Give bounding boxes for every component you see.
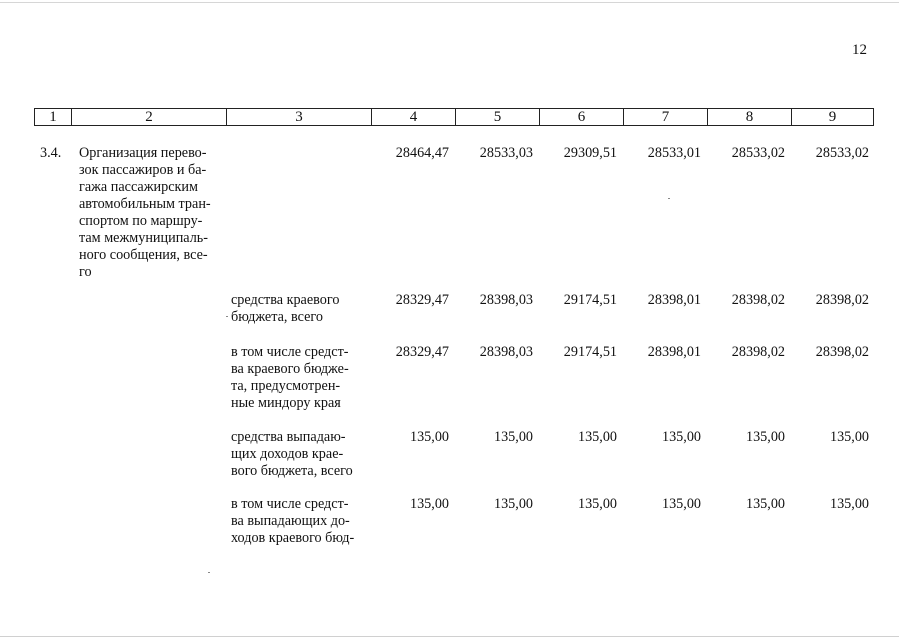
sub-row-description-line: щих доходов крае- (231, 446, 344, 462)
sub-row-description (231, 292, 364, 326)
row-description-line: гажа пассажирским (79, 179, 198, 195)
sub-row-description-line: ные миндору края (231, 395, 341, 411)
header-cell-1: 1 (49, 109, 57, 125)
row-description (79, 145, 221, 281)
header-cell-9: 9 (791, 109, 873, 125)
sub-row-description-line: ва выпадающих до- (231, 513, 350, 529)
sub-row-description-line: средства краевого (231, 292, 340, 308)
row-description-line: зок пассажиров и ба- (79, 162, 207, 178)
sub-row-description-line: в том числе средст- (231, 344, 349, 360)
value-col-7: 135,00 (661, 496, 701, 512)
sub-row-description-line: в том числе средст- (231, 496, 349, 512)
row-description-line: спортом по маршру- (79, 213, 203, 229)
sub-row-description (231, 429, 364, 480)
value-col-5: 28533,03 (479, 145, 533, 161)
value-col-8: 135,00 (745, 429, 785, 445)
value-col-5: 28398,03 (479, 292, 533, 308)
value-col-7: 28398,01 (647, 344, 701, 360)
scan-speck (668, 198, 670, 199)
value-col-7: 135,00 (661, 429, 701, 445)
scan-edge-bottom (0, 636, 899, 637)
sub-row-description-line: вого бюджета, всего (231, 463, 353, 479)
row-description-line: там межмуниципаль- (79, 230, 209, 246)
value-col-5: 28398,03 (479, 344, 533, 360)
value-col-5: 135,00 (493, 429, 533, 445)
sub-row-description-line: ва краевого бюдже- (231, 361, 349, 377)
value-col-4: 135,00 (409, 429, 449, 445)
value-col-8: 28398,02 (731, 344, 785, 360)
scan-speck (208, 572, 210, 573)
value-col-6: 29174,51 (563, 344, 617, 360)
header-cell-7: 7 (623, 109, 707, 125)
value-col-5: 135,00 (493, 496, 533, 512)
scan-edge-top (0, 2, 899, 3)
row-description-line: автомобильным тран- (79, 196, 211, 212)
row-number: 3.4. (40, 145, 62, 161)
sub-row-description-line: ходов краевого бюд- (231, 530, 355, 546)
value-col-8: 28533,02 (731, 145, 785, 161)
value-col-4: 135,00 (409, 496, 449, 512)
value-col-9: 135,00 (829, 429, 869, 445)
sub-row-description (231, 496, 364, 547)
header-cell-5: 5 (455, 109, 539, 125)
page-number: 12 (852, 42, 867, 58)
sub-row-description-line: та, предусмотрен- (231, 378, 341, 394)
header-cell-4: 4 (371, 109, 455, 125)
value-col-7: 28398,01 (647, 292, 701, 308)
header-cell-3: 3 (226, 109, 371, 125)
row-description-line: ного сообщения, все- (79, 247, 208, 263)
header-cell-6: 6 (539, 109, 623, 125)
value-col-9: 28398,02 (815, 292, 869, 308)
value-col-7: 28533,01 (647, 145, 701, 161)
value-col-8: 135,00 (745, 496, 785, 512)
row-description-line: го (79, 264, 92, 280)
value-col-9: 28533,02 (815, 145, 869, 161)
value-col-6: 135,00 (577, 429, 617, 445)
value-col-4: 28329,47 (395, 292, 449, 308)
value-col-6: 29309,51 (563, 145, 617, 161)
value-col-4: 28464,47 (395, 145, 449, 161)
header-cell-8: 8 (707, 109, 791, 125)
header-cell-2: 2 (71, 109, 226, 125)
sub-row-description-line: бюджета, всего (231, 309, 323, 325)
scan-speck (226, 316, 228, 317)
value-col-9: 28398,02 (815, 344, 869, 360)
table-header-row (34, 108, 874, 126)
sub-row-description-line: средства выпадаю- (231, 429, 346, 445)
value-col-6: 29174,51 (563, 292, 617, 308)
value-col-8: 28398,02 (731, 292, 785, 308)
value-col-9: 135,00 (829, 496, 869, 512)
row-description-line: Организация перево- (79, 145, 207, 161)
value-col-6: 135,00 (577, 496, 617, 512)
value-col-4: 28329,47 (395, 344, 449, 360)
sub-row-description (231, 344, 364, 412)
